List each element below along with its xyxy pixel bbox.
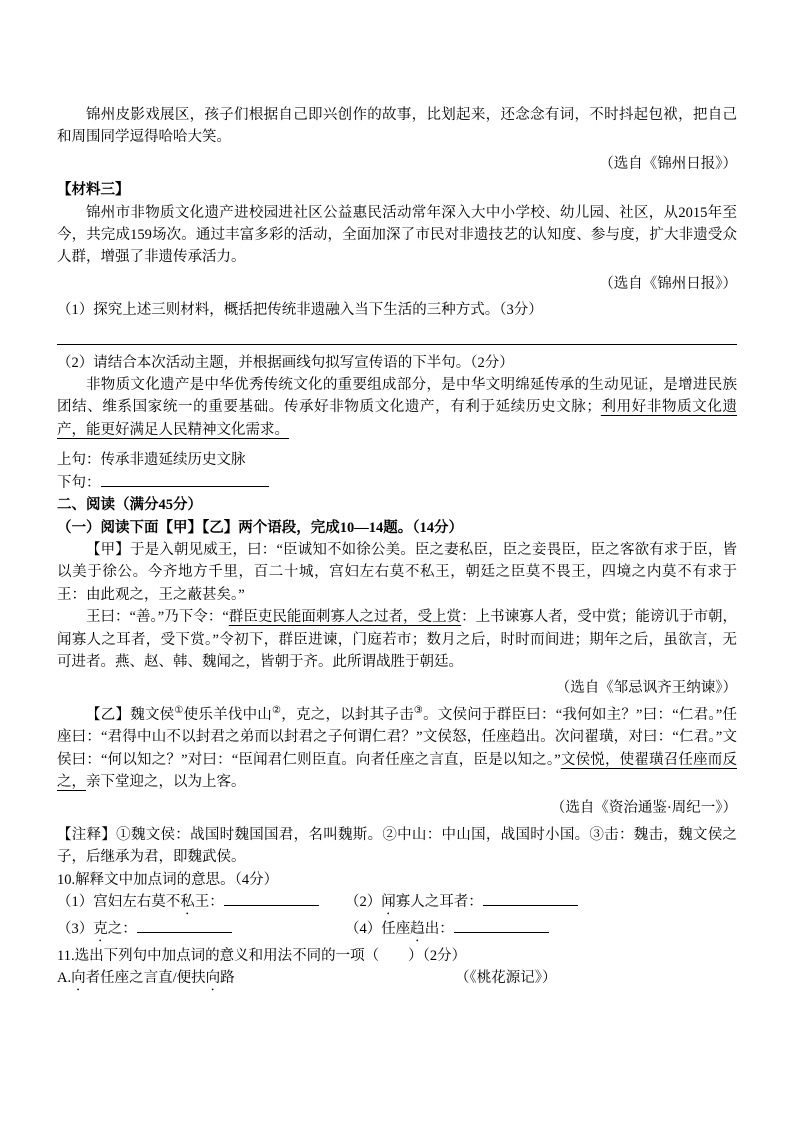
q10-item-2-text: （2） <box>345 894 382 910</box>
question-10-text: 10.解释文中加点词的意思。（4分） <box>57 871 279 888</box>
q2-passage-text: 非物质文化遗产是中华优秀传统文化的重要组成部分，是中华文明绵延传承的生动见证，是增进民族团结、维系国家统一的重要基础。传承好非物质文化遗产，有利于延续历史文脉； <box>57 377 737 416</box>
q10-item-4-blank <box>454 919 549 933</box>
q2-second-half-line <box>57 472 737 494</box>
yi-text-3: ，克之，以封其子击 <box>281 706 414 723</box>
q10-item-1-text: （1）宫妇左右莫不 <box>57 894 181 910</box>
q10-item-2 <box>345 891 737 918</box>
q10-item-3-text: （3） <box>57 921 94 937</box>
passage-yi-source: （选自《资治通鉴·周纪一》） <box>550 800 737 817</box>
q10-item-2-dotted-word: 闻 <box>381 894 396 910</box>
q11-option-a-source: （《桃花源记》） <box>455 970 557 987</box>
yi-underlined-text: 文侯悦，使翟璜召任座而反之， <box>57 751 737 790</box>
q2-passage-underlined-text: 利用好非物质文化遗产，能更好满足人民精神文化需求。 <box>57 399 737 438</box>
q10-item-3-blank <box>137 919 232 933</box>
q11-option-a-part-3: 路 <box>220 970 235 987</box>
material-two-tail-paragraph: 锦州皮影戏展区，孩子们根据自己即兴创作的故事，比划起来，还念念有词，不时抖起包袱，把自己和周围同学逗得哈哈大笑。 <box>57 107 737 146</box>
passage-yi-paragraph <box>57 704 737 794</box>
q10-item-1-blank <box>224 892 319 906</box>
question-11-text: 11.选出下列句中加点词的意义和用法不同的一项（ ）（2分） <box>57 948 467 964</box>
q11-option-a-text <box>57 967 455 994</box>
notes-paragraph: 【注释】①魏文侯：战国时魏国国君，名叫魏斯。②中山：中山国，战国时小国。③击：魏击，魏文侯之子，后继承为君，即魏武侯。 <box>57 826 737 866</box>
q10-item-3-dotted-word: 克 <box>93 921 108 937</box>
q10-item-4-text: （4）任座 <box>345 921 411 937</box>
jia-p2-underlined-text: 群臣吏民能面刺寡人之过者，受上赏 <box>228 609 462 626</box>
q10-item-3 <box>57 918 345 945</box>
yi-text-2: 使乐羊伐中山 <box>183 706 273 723</box>
q10-item-2-text-after: 寡人之耳者： <box>395 894 483 910</box>
q2-second-half-label: 下句： <box>57 474 101 491</box>
q10-item-4 <box>345 918 737 945</box>
q11-option-a-part-2: 者任座之言直/便扶 <box>85 970 206 987</box>
material-three-label: 【材料三】 <box>57 182 130 199</box>
q10-item-3-text-after: 之： <box>107 921 137 937</box>
note-ref-3: ③ <box>413 704 424 716</box>
q10-item-1-text-after: 王： <box>194 894 224 910</box>
q1-answer-line <box>57 325 737 345</box>
material-three-source: （选自《锦州日报》） <box>599 275 737 292</box>
passage-jia-source: （选自《邹忌讽齐王纳谏》） <box>555 680 737 697</box>
q10-row-1 <box>57 891 737 918</box>
jia-p2-text-before: 王曰：“善。”乃下令：“ <box>86 609 229 626</box>
yi-text-1: 【乙】魏文侯 <box>86 706 175 723</box>
q10-row-2 <box>57 918 737 945</box>
q2-first-half-line: 上句：传承非遗延续历史文脉 <box>57 452 246 469</box>
question-1-text: （1）探究上述三则材料，概括把传统非遗融入当下生活的三种方式。（3分） <box>57 302 543 319</box>
question-2-text: （2）请结合本次活动主题，并根据画线句拟写宣传语的下半句。（2分） <box>57 354 514 371</box>
q10-item-4-text-after: 出： <box>424 921 454 937</box>
q2-answer-blank <box>101 473 269 487</box>
note-ref-1: ① <box>174 704 184 716</box>
note-ref-2: ② <box>272 704 282 716</box>
q2-passage <box>57 374 737 441</box>
yi-text-4: 。文侯问于群臣曰：“我何如主？”曰：“仁君。”任座曰：“君得中山不以封君之弟而以封君之子何谓仁君？”文侯怒，任座趋出。次问翟璜，对曰：“仁君。”文侯曰：“何以知之？”对曰：“臣闻君仁则臣直。向者任座之言直，臣是以知之。” <box>57 706 737 768</box>
reading-part-one-heading: （一）阅读下面【甲】【乙】两个语段，完成10—14题。（14分） <box>57 519 463 536</box>
jia-p2-text-after: ：上书谏寡人者，受中赏；能谤讥于市朝，闻寡人之耳者，受下赏。”令初下，群臣进谏，门庭若市；数月之后，时时而间进；期年之后，虽欲言，无可进者。燕、赵、韩、魏闻之，皆朝于齐。此所谓战胜于朝廷。 <box>57 609 738 670</box>
q10-item-1 <box>57 891 345 918</box>
q10-item-4-dotted-word: 趋 <box>410 921 425 937</box>
q11-option-a <box>57 967 737 994</box>
material-two-source: （选自《锦州日报》） <box>599 155 737 172</box>
q10-item-1-dotted-word: 私 <box>180 894 195 910</box>
material-three-paragraph: 锦州市非物质文化遗产进校园进社区公益惠民活动常年深入大中小学校、幼儿园、社区，从2015年至今，共完成159场次。通过丰富多彩的活动，全面加深了市民对非遗技艺的认知度、参与度，扩大非遗受众人群，增强了非遗传承活力。 <box>57 204 737 266</box>
section-heading-reading: 二、阅读（满分45分） <box>57 497 202 514</box>
yi-text-5: 亲下堂迎之，以为上客。 <box>86 773 246 790</box>
q11-option-a-dotted-word-2: 向 <box>205 970 221 987</box>
passage-jia-paragraph-1: 【甲】于是入朝见威王，曰：“臣诚知不如徐公美。臣之妻私臣，臣之妾畏臣，臣之客欲有求于臣，皆以美于徐公。今齐地方千里，百二十城，宫妇左右莫不私王，朝廷之臣莫不畏王，四境之内莫不有求于王：由此观之，王之蔽甚矣。” <box>57 541 737 603</box>
q11-option-a-part-1: A. <box>57 970 72 987</box>
q10-item-2-blank <box>483 892 578 906</box>
q11-option-a-dotted-word-1: 向 <box>71 970 86 987</box>
passage-jia-paragraph-2 <box>57 606 737 673</box>
